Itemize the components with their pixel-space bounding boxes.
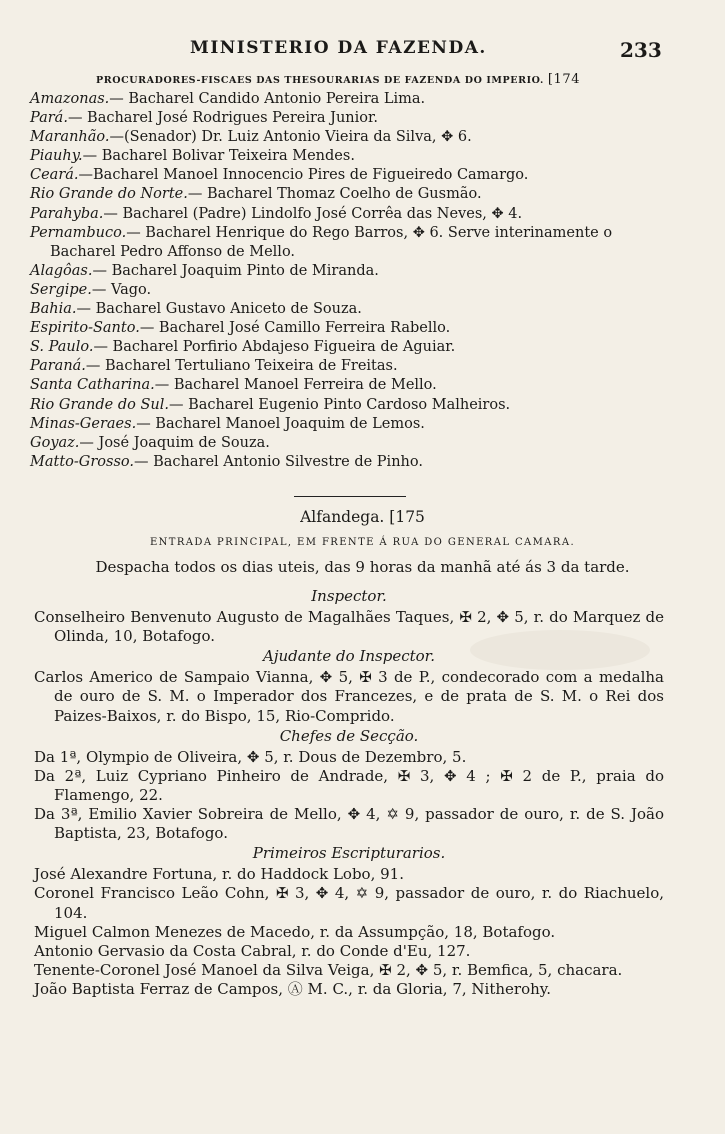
procurador-entry (30, 224, 680, 262)
staff-entry: Carlos Americo de Sampaio Vianna, ✥ 5, ✠ 3 de P., condecorado com a medalha de ouro de S. M. o Imperador dos Francezes, e de prata de S. M. o Rei dos Paizes-Baixos, r. do Bispo, 15, Rio-Comprido. (34, 668, 664, 725)
province-name: Santa Catharina. (30, 377, 155, 394)
staff-entry: Da 1ª, Olympio de Oliveira, ✥ 5, r. Dous de Dezembro, 5. (34, 747, 467, 766)
procurador-name: — Bacharel Bolivar Teixeira Mendes. (82, 148, 355, 165)
procurador-entry (30, 376, 680, 395)
procurador-name: — Bacharel Thomaz Coelho de Gusmão. (187, 186, 482, 203)
alfandega-staff (34, 586, 664, 999)
province-name: Piauhy. (30, 148, 83, 165)
running-title: MINISTERIO DA FAZENDA. (190, 38, 487, 58)
procurador-name: — Bacharel José Rodrigues Pereira Junior. (67, 110, 378, 127)
procurador-name: — Bacharel Joaquim Pinto de Miranda. (92, 262, 379, 279)
procurador-name: —(Senador) Dr. Luiz Antonio Vieira da Silva, ✥ 6. (109, 129, 472, 146)
province-name: Amazonas. (30, 91, 110, 107)
procurador-entry (30, 262, 680, 281)
procurador-entry (30, 128, 680, 147)
procurador-name: — Bacharel Candido Antonio Pereira Lima. (109, 91, 426, 107)
procurador-name: — Bacharel Tertuliano Teixeira de Freitas. (85, 358, 398, 375)
staff-entry: Tenente-Coronel José Manoel da Silva Veiga, ✠ 2, ✥ 5, r. Bemfica, 5, chacara. (34, 960, 623, 979)
procurador-entry (30, 415, 680, 434)
procurador-entry (30, 453, 680, 472)
province-name: Espirito-Santo. (30, 320, 140, 337)
section-heading: Ajudante do Inspector. (263, 647, 435, 666)
section-heading: Chefes de Secção. (279, 726, 419, 745)
staff-entry: Miguel Calmon Menezes de Macedo, r. da Assumpção, 18, Botafogo. (34, 922, 556, 941)
procurador-name: — José Joaquim de Souza. (79, 434, 270, 451)
procurador-entry (30, 109, 680, 128)
province-name: Maranhão. (30, 129, 110, 146)
procurador-entry (30, 319, 680, 338)
section-divider (294, 496, 406, 497)
staff-entry: Da 2ª, Luiz Cypriano Pinheiro de Andrade, ✠ 3, ✥ 4 ; ✠ 2 de P., praia do Flamengo, 22. (34, 766, 664, 804)
procurador-name: — Bacharel Eugenio Pinto Cardoso Malheiros. (169, 396, 511, 413)
procurador-name: — Bacharel Manoel Ferreira de Mello. (154, 377, 437, 394)
staff-entry: Da 3ª, Emilio Xavier Sobreira de Mello, ✥ 4, ✡ 9, passador de ouro, r. de S. João Baptista, 23, Botafogo. (34, 805, 664, 843)
procurador-entry (30, 300, 680, 319)
procurador-entry (30, 90, 680, 109)
procurador-entry (30, 166, 680, 185)
procurador-entry (30, 338, 680, 357)
procurador-name: — Bacharel José Camillo Ferreira Rabello. (139, 320, 451, 337)
province-name: Minas-Geraes. (30, 415, 137, 432)
section-heading: Inspector. (311, 587, 387, 605)
province-name: S. Paulo. (30, 339, 94, 356)
procurador-entry (30, 147, 680, 166)
subheader-text: PROCURADORES-FISCAES DAS THESOURARIAS DE FAZENDA DO IMPERIO. (96, 75, 544, 86)
procurador-name: — Bacharel (Padre) Lindolfo José Corrêa das Neves, ✥ 4. (103, 205, 523, 222)
procurador-name: — Bacharel Henrique do Rego Barros, ✥ 6. Serve interinamente o Bacharel Pedro Affonso de Mello. (50, 224, 613, 260)
procurador-name: —Bacharel Manoel Innocencio Pires de Figueiredo Camargo. (78, 167, 529, 184)
page-number: 233 (620, 38, 662, 62)
staff-entry: Conselheiro Benvenuto Augusto de Magalhães Taques, ✠ 2, ✥ 5, r. do Marquez de Olinda, 10, Botafogo. (34, 608, 664, 646)
procurador-name: — Vago. (91, 281, 152, 298)
staff-entry: João Baptista Ferraz de Campos, Ⓐ M. C., r. da Gloria, 7, Nitherohy. (34, 979, 552, 998)
province-name: Parahyba. (30, 205, 104, 222)
procurador-entry (30, 185, 680, 204)
procurador-entry (30, 434, 680, 453)
alfandega-hours: Despacha todos os dias uteis, das 9 horas da manhã até ás 3 da tarde. (95, 558, 630, 576)
subheader-ref: [174 (547, 72, 581, 87)
staff-entry: Coronel Francisco Leão Cohn, ✠ 3, ✥ 4, ✡ 9, passador de ouro, r. do Riachuelo, 104. (34, 884, 664, 922)
province-name: Rio Grande do Sul. (30, 396, 170, 413)
procurador-name: — Bacharel Antonio Silvestre de Pinho. (134, 453, 423, 470)
province-name: Alagôas. (30, 262, 93, 279)
province-name: Pará. (30, 110, 68, 127)
province-name: Bahia. (30, 301, 77, 318)
province-name: Matto-Grosso. (30, 453, 134, 470)
section-heading: Primeiros Escripturarios. (252, 844, 446, 863)
procuradores-list (30, 90, 680, 472)
alfandega-title: Alfandega. [175 (300, 508, 425, 526)
province-name: Ceará. (30, 167, 79, 184)
procurador-entry (30, 205, 680, 224)
page-header (0, 38, 725, 64)
alfandega-address: ENTRADA PRINCIPAL, EM FRENTE Á RUA DO GENERAL CAMARA. (149, 537, 576, 548)
procurador-name: — Bacharel Manoel Joaquim de Lemos. (136, 415, 425, 432)
staff-entry: Antonio Gervasio da Costa Cabral, r. do Conde d'Eu, 127. (34, 941, 471, 960)
procurador-name: — Bacharel Gustavo Aniceto de Souza. (76, 301, 362, 318)
province-name: Pernambuco. (30, 224, 127, 241)
province-name: Sergipe. (30, 281, 92, 298)
procurador-entry (30, 357, 680, 376)
section-subheader (96, 72, 616, 87)
province-name: Rio Grande do Norte. (30, 186, 188, 203)
procurador-name: — Bacharel Porfirio Abdajeso Figueira de Aguiar. (93, 339, 456, 356)
procurador-entry (30, 396, 680, 415)
province-name: Paraná. (30, 358, 86, 375)
procurador-entry (30, 281, 680, 300)
staff-entry: José Alexandre Fortuna, r. do Haddock Lobo, 91. (34, 865, 404, 884)
province-name: Goyaz. (30, 434, 80, 451)
